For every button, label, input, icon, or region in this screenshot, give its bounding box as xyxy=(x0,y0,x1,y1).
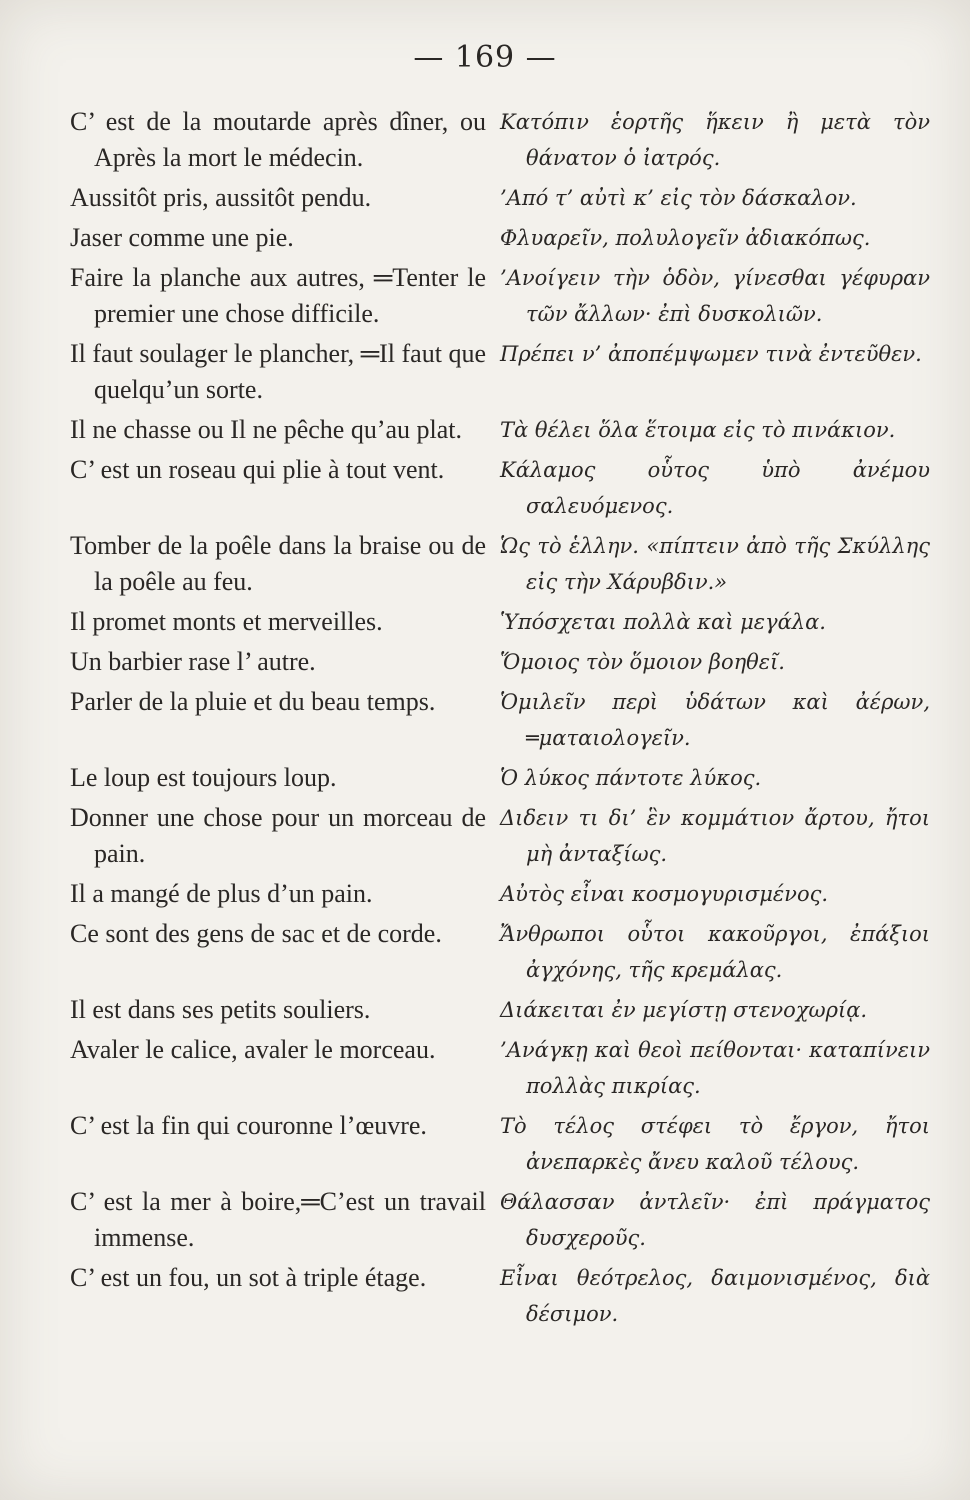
proverb-entry xyxy=(70,916,930,988)
greek-translation: Κατόπιν ἑορτῆς ἥκειν ἢ μετὰ τὸν θάνατον ὁ ἰατρός. xyxy=(500,110,930,170)
greek-translation: Ὁ λύκος πάντοτε λύκος. xyxy=(500,766,762,790)
proverb-entry xyxy=(70,336,930,408)
proverb-entry xyxy=(70,1108,930,1180)
greek-translation: ’Από τ’ αὐτὶ κ’ εἰς τὸν δάσκαλον. xyxy=(500,186,857,210)
proverb-entry xyxy=(70,220,930,256)
french-proverb: Ce sont des gens de sac et de corde. xyxy=(70,919,442,948)
greek-translation: Φλυαρεῖν, πολυλογεῖν ἀδιακόπως. xyxy=(500,226,871,250)
proverb-entry xyxy=(70,528,930,600)
proverb-entry xyxy=(70,800,930,872)
proverb-entry xyxy=(70,644,930,680)
proverb-entry xyxy=(70,1032,930,1104)
greek-translation: Αὐτὸς εἶναι κοσμογυρισμένος. xyxy=(500,882,829,906)
french-proverb: Il promet monts et merveilles. xyxy=(70,607,383,636)
greek-translation: Θάλασσαν ἀντλεῖν· ἐπὶ πράγματος δυσχεροῦς. xyxy=(500,1190,930,1250)
proverb-entry xyxy=(70,260,930,332)
french-proverb: C’ est la fin qui couronne l’œuvre. xyxy=(70,1111,427,1140)
greek-translation: ’Ανοίγειν τὴν ὁδὸν, γίνεσθαι γέφυραν τῶν ἄλλων· ἐπὶ δυσκολιῶν. xyxy=(500,266,930,326)
page-number: — 169 — xyxy=(413,40,557,75)
french-proverb: Parler de la pluie et du beau temps. xyxy=(70,687,436,716)
proverb-list xyxy=(70,104,930,1336)
french-proverb: Il ne chasse ou Il ne pêche qu’au plat. xyxy=(70,415,463,444)
french-proverb: Il faut soulager le plancher, ═Il faut que quelqu’un sorte. xyxy=(70,339,486,404)
proverb-entry xyxy=(70,1184,930,1256)
french-proverb: C’ est un roseau qui plie à tout vent. xyxy=(70,455,445,484)
french-proverb: C’ est un fou, un sot à triple étage. xyxy=(70,1263,427,1292)
greek-translation: Ὁμιλεῖν περὶ ὑδάτων καὶ ἀέρων, ═ματαιολογεῖν. xyxy=(500,690,930,750)
proverb-entry xyxy=(70,684,930,756)
french-proverb: Un barbier rase l’ autre. xyxy=(70,647,316,676)
greek-translation: Τὸ τέλος στέφει τὸ ἔργον, ἤτοι ἀνεπαρκὲς ἄνευ καλοῦ τέλους. xyxy=(500,1114,930,1174)
proverb-entry xyxy=(70,452,930,524)
greek-translation: Διάκειται ἐν μεγίστῃ στενοχωρίᾳ. xyxy=(500,998,868,1022)
french-proverb: Aussitôt pris, aussitôt pendu. xyxy=(70,183,372,212)
greek-translation: Ἄνθρωποι οὗτοι κακοῦργοι, ἐπάξιοι ἀγχόνης, τῆς κρεμάλας. xyxy=(500,922,930,982)
french-proverb: C’ est de la moutarde après dîner, ou Après la mort le médecin. xyxy=(70,107,486,172)
greek-translation: Ὑπόσχεται πολλὰ καὶ μεγάλα. xyxy=(500,610,826,634)
proverb-entry xyxy=(70,992,930,1028)
french-proverb: Tomber de la poêle dans la braise ou de la poêle au feu. xyxy=(70,531,486,596)
french-proverb: C’ est la mer à boire,═C’est un travail immense. xyxy=(70,1187,486,1252)
proverb-entry xyxy=(70,1260,930,1332)
greek-translation: Τὰ θέλει ὅλα ἕτοιμα εἰς τὸ πινάκιον. xyxy=(500,418,896,442)
greek-translation: Κάλαμος οὗτος ὑπὸ ἀνέμου σαλευόμενος. xyxy=(500,458,930,518)
french-proverb: Faire la planche aux autres, ═Tenter le premier une chose difficile. xyxy=(70,263,486,328)
french-proverb: Avaler le calice, avaler le morceau. xyxy=(70,1035,436,1064)
french-proverb: Donner une chose pour un morceau de pain. xyxy=(70,803,486,868)
proverb-entry xyxy=(70,604,930,640)
greek-translation: Διδειν τι δι’ ἓν κομμάτιον ἄρτου, ἤτοι μὴ ἀνταξίως. xyxy=(500,806,930,866)
proverb-entry xyxy=(70,104,930,176)
greek-translation: Πρέπει ν’ ἀποπέμψωμεν τινὰ ἐντεῦθεν. xyxy=(500,342,922,366)
greek-translation: Εἶναι θεότρελος, δαιμονισμένος, διὰ δέσιμον. xyxy=(500,1266,930,1326)
french-proverb: Jaser comme une pie. xyxy=(70,223,294,252)
greek-translation: Ὡς τὸ ἑλλην. «πίπτειν ἀπὸ τῆς Σκύλλης εἰς τὴν Χάρυβδιν.» xyxy=(500,534,930,594)
french-proverb: Le loup est toujours loup. xyxy=(70,763,337,792)
proverb-entry xyxy=(70,412,930,448)
french-proverb: Il est dans ses petits souliers. xyxy=(70,995,371,1024)
proverb-entry xyxy=(70,760,930,796)
greek-translation: ’Ανάγκῃ καὶ θεοὶ πείθονται· καταπίνειν πολλὰς πικρίας. xyxy=(500,1038,930,1098)
proverb-entry xyxy=(70,180,930,216)
greek-translation: Ὅμοιος τὸν ὅμοιον βοηθεῖ. xyxy=(500,650,785,674)
french-proverb: Il a mangé de plus d’un pain. xyxy=(70,879,373,908)
proverb-entry xyxy=(70,876,930,912)
